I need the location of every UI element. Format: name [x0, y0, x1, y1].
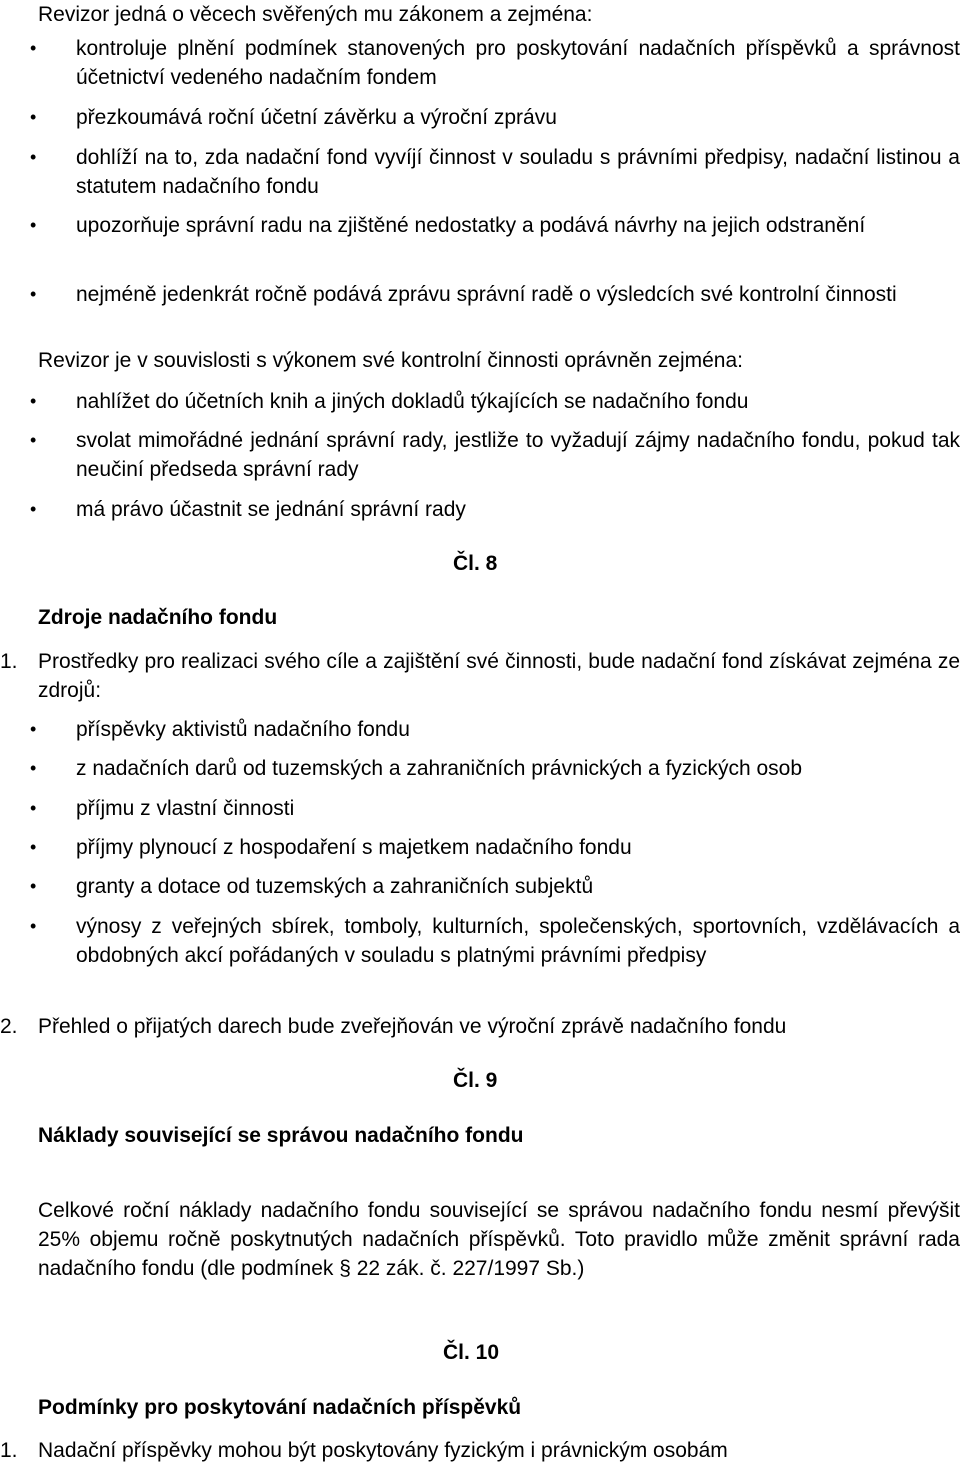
list-item-right-3: • má právo účastnit se jednání správní rady [76, 495, 960, 524]
list-item-source-3: • příjmu z vlastní činnosti [76, 794, 960, 823]
intro-duties: Revizor jedná o věcech svěřených mu zákonem a zejména: [38, 3, 593, 26]
list-item-right-1: • nahlížet do účetních knih a jiných dokladů týkajících se nadačního fondu [76, 387, 960, 416]
list-item-duty-1: • kontroluje plnění podmínek stanovených pro poskytování nadačních příspěvků a správnost účetnictví vedeného nadačním fondem [76, 34, 960, 92]
article-9-title: Náklady související se správou nadačního fondu [38, 1124, 524, 1147]
list-item-duty-2: • přezkoumává roční účetní závěrku a výroční zprávu [76, 103, 960, 132]
list-item-source-4: • příjmy plynoucí z hospodaření s majetkem nadačního fondu [76, 833, 960, 862]
article-8-title: Zdroje nadačního fondu [38, 606, 278, 629]
paragraph-number: 1. [0, 1439, 18, 1462]
intro-rights: Revizor je v souvislosti s výkonem své kontrolní činnosti oprávněn zejména: [38, 349, 743, 372]
paragraph-number: 1. [0, 650, 18, 673]
article-9-label: Čl. 9 [453, 1069, 498, 1092]
list-item-source-1: • příspěvky aktivistů nadačního fondu [76, 715, 960, 744]
paragraph-number: 2. [0, 1015, 18, 1038]
article-8-label: Čl. 8 [453, 552, 498, 575]
article-9-text: Celkové roční náklady nadačního fondu související se správou nadačního fondu nesmí převýšit 25% objemu ročně poskytnutých nadačních příspěvků. Toto pravidlo může změnit správní rada nadačního fondu (dle podmínek § 22 zák. č. 227/1997 Sb.) [38, 1199, 960, 1280]
article-10-paragraph-1: Nadační příspěvky mohou být poskytovány fyzickým i právnickým osobám [38, 1439, 728, 1462]
article-10-title: Podmínky pro poskytování nadačních příspěvků [38, 1396, 522, 1419]
list-item-duty-4: • upozorňuje správní radu na zjištěné nedostatky a podává návrhy na jejich odstranění [76, 211, 960, 240]
list-item-right-2: • svolat mimořádné jednání správní rady, jestliže to vyžadují zájmy nadačního fondu, pokud tak neučiní předseda správní rady [76, 426, 960, 484]
list-item-duty-3: • dohlíží na to, zda nadační fond vyvíjí činnost v souladu s právními předpisy, nadační listinou a statutem nadačního fondu [76, 143, 960, 201]
article-8-paragraph-1: Prostředky pro realizaci svého cíle a zajištění své činnosti, bude nadační fond získávat zejména ze zdrojů: [38, 650, 960, 702]
list-item-source-2: • z nadačních darů od tuzemských a zahraničních právnických a fyzických osob [76, 754, 960, 783]
list-item-source-5: • granty a dotace od tuzemských a zahraničních subjektů [76, 872, 960, 901]
article-10-label: Čl. 10 [443, 1341, 500, 1364]
list-item-duty-5: • nejméně jedenkrát ročně podává zprávu správní radě o výsledcích své kontrolní činnosti [76, 280, 960, 309]
list-item-source-6: • výnosy z veřejných sbírek, tomboly, kulturních, společenských, sportovních, vzdělávacích a obdobných akcí pořádaných v souladu s platnými právními předpisy [76, 912, 960, 970]
article-8-paragraph-2: Přehled o přijatých darech bude zveřejňován ve výroční zprávě nadačního fondu [38, 1015, 787, 1038]
